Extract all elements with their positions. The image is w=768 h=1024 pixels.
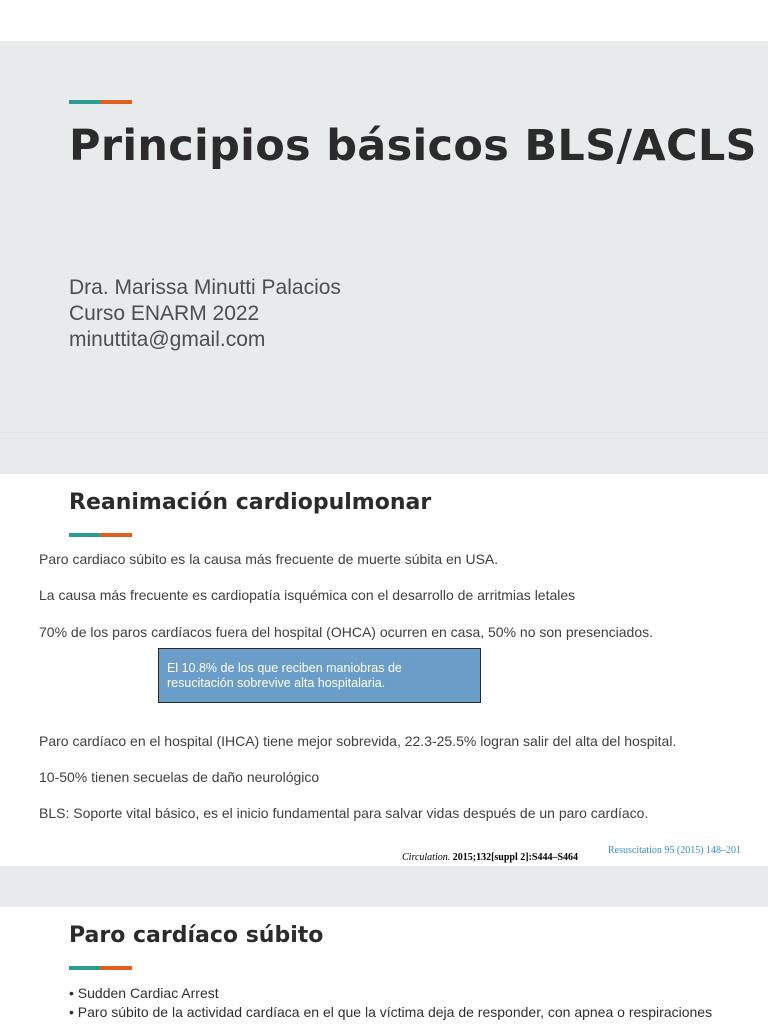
slide-gap: [0, 866, 768, 907]
bullet-item: • Paro súbito de la actividad cardíaca en el que la víctima deja de responder, con apnea o respiraciones: [69, 1004, 713, 1020]
course-name: Curso ENARM 2022: [69, 302, 260, 325]
paragraph: Paro cardiaco súbito es la causa más frecuente de muerte súbita en USA.: [39, 551, 499, 567]
accent-orange: [100, 966, 132, 970]
callout-line: resucitación sobrevive alta hospitalaria.: [167, 676, 386, 690]
slide-paro-cardiaco: [0, 907, 768, 1024]
callout-line: El 10.8% de los que reciben maniobras de: [167, 661, 402, 675]
slide-heading: Paro cardíaco súbito: [69, 923, 324, 948]
paragraph: Paro cardíaco en el hospital (IHCA) tiene mejor sobrevida, 22.3-25.5% logran salir del alta del hospital.: [39, 733, 677, 749]
ref-detail: 2015;132[suppl 2]:S444–S464: [452, 852, 579, 863]
slide-title: [0, 41, 768, 432]
bullet-item: • Sudden Cardiac Arrest: [69, 985, 219, 1001]
top-margin: [0, 0, 768, 41]
slide-heading: Reanimación cardiopulmonar: [69, 490, 432, 515]
callout-box: [158, 648, 481, 703]
author-block: [69, 275, 341, 353]
author-email: minuttita@gmail.com: [69, 328, 266, 351]
accent-teal: [69, 100, 100, 104]
ref-journal: Circulation.: [402, 852, 451, 863]
presentation-title: Principios básicos BLS/ACLS: [69, 121, 757, 171]
paragraph: 70% de los paros cardíacos fuera del hospital (OHCA) ocurren en casa, 50% no son presenciados.: [39, 624, 654, 640]
paragraph: BLS: Soporte vital básico, es el inicio fundamental para salvar vidas después de un paro cardíaco.: [39, 805, 649, 821]
heading-accent-bar: [69, 533, 132, 537]
paragraph: La causa más frecuente es cardiopatía isquémica con el desarrollo de arritmias letales: [39, 587, 576, 603]
slide-gap: [0, 432, 768, 474]
author-name: Dra. Marissa Minutti Palacios: [69, 276, 341, 299]
accent-orange: [100, 533, 132, 537]
accent-teal: [69, 533, 100, 537]
accent-orange: [100, 100, 132, 104]
slide-rcp: [0, 474, 768, 866]
reference-resuscitation: Resuscitation 95 (2015) 148–201: [608, 845, 742, 856]
heading-accent-bar: [69, 966, 132, 970]
paragraph: 10-50% tienen secuelas de daño neurológico: [39, 769, 320, 785]
reference-circulation: [402, 852, 578, 863]
title-accent-bar: [69, 100, 132, 104]
accent-teal: [69, 966, 100, 970]
